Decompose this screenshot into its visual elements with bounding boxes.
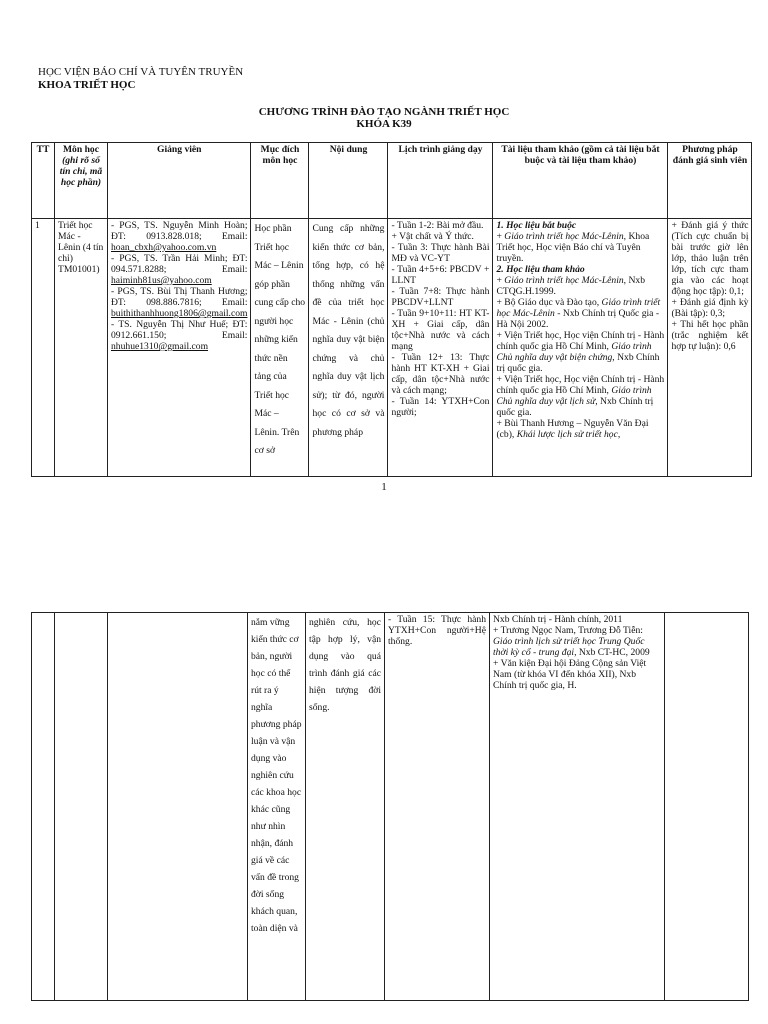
assessment-item: + Thi hết học phần (trắc nghiệm kết hợp tự luận): 0,6 (671, 319, 749, 352)
cell-references (490, 613, 665, 1001)
col-references: Tài liệu tham khảo (gồm cả tài liệu bắt buộc và tài liệu tham khảo) (493, 143, 668, 219)
lecturer-entry: - PGS, TS. Nguyễn Minh Hoàn; ĐT: 0913.828.018; Email: hoan_cbxh@yahoo.com.vn (111, 220, 248, 253)
email-link[interactable]: nhuhue1310@gmail.com (111, 341, 209, 352)
schedule-item: - Tuần 9+10+11: HT KT-XH + Giai cấp, dân tộc+Nhà nước và cách mạng (391, 308, 490, 352)
curriculum-table-continued (31, 612, 749, 1001)
table-row (32, 613, 749, 1001)
page-number: 1 (381, 481, 387, 493)
ref-item: + Bùi Thanh Hương – Nguyễn Văn Đại (cb), Khái lược lịch sử triết học, (496, 418, 649, 440)
institution-name: HỌC VIỆN BÁO CHÍ VÀ TUYÊN TRUYỀN (38, 66, 244, 78)
ref-item: + Viện Triết học, Học viện Chính trị - Hành chính quốc gia Hồ Chí Minh, Giáo trình Chủ nghĩa duy vật biện chứng, Nxb Chính trị quốc gia. (496, 330, 665, 374)
document-header (38, 66, 243, 92)
cell-schedule: - Tuần 15: Thực hành YTXH+Con người+Hệ thống. (385, 613, 490, 1001)
col-subject-note: (ghi rõ số tín chỉ, mã học phần) (59, 155, 103, 188)
col-lecturers: Giảng viên (108, 143, 251, 219)
page-1 (0, 0, 768, 500)
lecturer-entry: - PGS, TS. Trần Hải Minh; ĐT: 094.571.8288; Email: haiminh81us@yahoo.com (111, 253, 248, 286)
ref-item: + Văn kiện Đại hội Đảng Cộng sản Việt Nam (từ khóa VI đến khóa XII), Nxb Chính trị quốc gia, H. (493, 658, 647, 691)
cell-purpose: nắm vững kiến thức cơ bản, người học có thể rút ra ý nghĩa phương pháp luận và vận dụng vào nghiên cứu các khoa học khác cũng như nhìn nhận, đánh giá về các vấn đề trong đời sống khách quan, toàn diện và (248, 613, 306, 1001)
email-link[interactable]: hoan_cbxh@yahoo.com.vn (111, 242, 217, 253)
schedule-item: - Tuần 4+5+6: PBCDV + LLNT (391, 264, 490, 286)
schedule-item: - Tuần 3: Thực hành Bài MĐ và VC-YT (391, 242, 490, 264)
col-assessment: Phương pháp đánh giá sinh viên (668, 143, 752, 219)
cell-tt (32, 613, 55, 1001)
cell-assessment (668, 219, 752, 477)
ref-heading: 2. Học liệu tham khảo (496, 264, 585, 275)
assessment-item: + Đánh giá định kỳ (Bài tập): 0,3; (671, 297, 749, 319)
schedule-item: - Tuần 12+ 13: Thực hành HT KT-XH + Giai cấp, dân tộc+Nhà nước và cách mạng; (391, 352, 490, 396)
document-title: CHƯƠNG TRÌNH ĐÀO TẠO NGÀNH TRIẾT HỌC (258, 106, 510, 118)
ref-heading: 1. Học liệu bắt buộc (496, 220, 577, 231)
curriculum-table (31, 142, 752, 477)
lecturer-entry: - PGS, TS. Bùi Thị Thanh Hương; ĐT: 098.886.7816; Email: buithithanhhuong1806@gmail.com (111, 286, 248, 319)
col-content: Nội dung (309, 143, 388, 219)
document-title-block (0, 106, 768, 130)
table-header-row (32, 143, 752, 219)
col-schedule: Lịch trình giảng dạy (388, 143, 493, 219)
cell-references (493, 219, 668, 477)
schedule-item: + Vật chất và Ý thức. (391, 231, 474, 242)
ref-item: + Bộ Giáo dục và Đào tạo, Giáo trình triết học Mác-Lênin - Nxb Chính trị Quốc gia - Hà Nội 2002. (496, 297, 661, 330)
cell-assessment (665, 613, 749, 1001)
ref-item: Nxb Chính trị - Hành chính, 2011 (493, 614, 623, 625)
col-subject (55, 143, 108, 219)
document-subtitle: KHÓA K39 (356, 118, 412, 130)
ref-item: + Giáo trình triết học Mác-Lênin, Khoa Triết học, Học viện Báo chí và Tuyên truyền. (496, 231, 650, 264)
schedule-item: - Tuần 7+8: Thực hành PBCDV+LLNT (391, 286, 490, 308)
col-subject-label: Môn học (63, 144, 99, 155)
cell-subject (55, 613, 108, 1001)
col-tt: TT (32, 143, 55, 219)
schedule-item: - Tuần 1-2: Bài mở đầu. (391, 220, 484, 231)
assessment-item: + Đánh giá ý thức (Tích cực chuẩn bị bài trước giờ lên lớp, thảo luận trên lớp, tích cực tham gia vào các hoạt động học tập): 0,1; (671, 220, 749, 297)
faculty-name: KHOA TRIẾT HỌC (38, 79, 136, 91)
col-purpose: Mục đích môn học (251, 143, 309, 219)
cell-schedule (388, 219, 493, 477)
cell-subject: Triết học Mác - Lênin (4 tín chỉ) TM01001) (55, 219, 108, 477)
cell-content: nghiên cứu, học tập hợp lý, vận dụng vào quá trình đánh giá các hiện tượng đời sống. (306, 613, 385, 1001)
schedule-item: - Tuần 14: YTXH+Con người; (391, 396, 490, 418)
cell-lecturers (108, 613, 248, 1001)
cell-content: Cung cấp những kiến thức cơ bản, tổng hợp, có hệ thống những vấn đề của triết học Mác - Lênin (chủ nghĩa duy vật biện chứng và chủ nghĩa duy vật lịch sử); từ đó, người học có cơ sở và phương pháp (309, 219, 388, 477)
cell-purpose: Học phần Triết học Mác – Lênin góp phần cung cấp cho người học những kiến thức nền tảng của Triết học Mác – Lênin. Trên cơ sở (251, 219, 309, 477)
table-row (32, 219, 752, 477)
ref-item: + Viện Triết học, Học viện Chính trị - Hành chính quốc gia Hồ Chí Minh, Giáo trình Chủ nghĩa duy vật lịch sử, Nxb Chính trị quốc gia. (496, 374, 665, 418)
lecturer-entry: - TS. Nguyễn Thị Như Huế; ĐT: 0912.661.150; Email: nhuhue1310@gmail.com (111, 319, 248, 352)
ref-item: + Trương Ngọc Nam, Trương Đỗ Tiễn: Giáo trình lịch sử triết học Trung Quốc thời kỳ cổ - trung đại, Nxb CT-HC, 2009 (493, 625, 650, 658)
email-link[interactable]: buithithanhhuong1806@gmail.com (111, 308, 248, 319)
cell-lecturers (108, 219, 251, 477)
ref-item: + Giáo trình triết học Mác-Lênin, Nxb CTQG.H.1999. (496, 275, 645, 297)
cell-tt: 1 (32, 219, 55, 477)
email-link[interactable]: haiminh81us@yahoo.com (111, 275, 212, 286)
